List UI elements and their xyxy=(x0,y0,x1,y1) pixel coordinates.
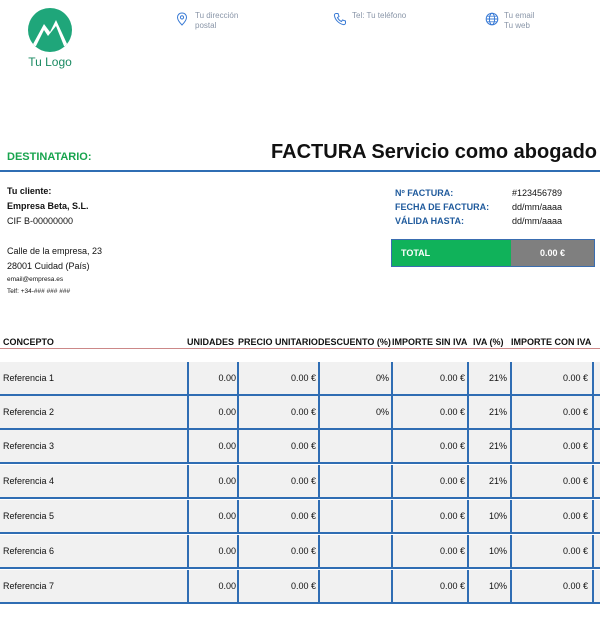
client-phone: Telf: +34-### ### ### xyxy=(7,288,71,295)
cell-unidades: 0.00 xyxy=(218,546,236,556)
cell-descuento xyxy=(320,535,389,567)
header-divider xyxy=(0,170,600,172)
header-importe-con-iva: IMPORTE CON IVA xyxy=(511,337,592,347)
invoice-date: dd/mm/aaaa xyxy=(512,202,563,212)
cell-importe-con-iva: 0.00 € xyxy=(562,581,588,591)
cell-importe-sin-iva: 0.00 € xyxy=(439,407,465,417)
invoice-number-label: Nº FACTURA: xyxy=(395,188,454,198)
cell-importe-sin-iva: 0.00 € xyxy=(439,441,465,451)
mountain-logo-icon xyxy=(28,8,72,52)
table-row xyxy=(0,396,600,430)
total-label: TOTAL xyxy=(392,240,511,266)
total-value: 0.00 € xyxy=(511,240,594,266)
header-unidades: UNIDADES xyxy=(187,337,235,347)
cell-descuento xyxy=(320,570,389,602)
cell-iva: 10% xyxy=(488,581,507,591)
cell-concepto: Referencia 5 xyxy=(3,511,55,521)
cell-iva: 10% xyxy=(488,511,507,521)
table-row xyxy=(0,500,600,534)
invoice-number: #123456789 xyxy=(512,188,563,198)
table-header-divider xyxy=(0,348,600,349)
contact-address xyxy=(176,10,276,34)
email-text: Tu email xyxy=(504,11,535,20)
cell-unidades: 0.00 xyxy=(218,441,236,451)
invoice-title: FACTURA Servicio como abogado xyxy=(271,141,597,163)
client-label: Tu cliente: xyxy=(7,186,52,196)
cell-importe-con-iva: 0.00 € xyxy=(562,546,588,556)
cell-unidades: 0.00 xyxy=(218,511,236,521)
cell-importe-con-iva: 0.00 € xyxy=(562,511,588,521)
cell-importe-con-iva: 0.00 € xyxy=(562,373,588,383)
cell-concepto: Referencia 6 xyxy=(3,546,55,556)
contact-web xyxy=(485,10,575,34)
address-line-1: Tu dirección xyxy=(195,11,239,20)
cell-descuento xyxy=(320,465,389,497)
table-row xyxy=(0,535,600,569)
header-descuento: DESCUENTO (%) xyxy=(318,337,391,347)
cell-precio: 0.00 € xyxy=(290,373,316,383)
client-street: Calle de la empresa, 23 xyxy=(7,246,103,256)
cell-precio: 0.00 € xyxy=(290,476,316,486)
logo-text: Tu Logo xyxy=(28,55,72,69)
header-concepto: CONCEPTO xyxy=(3,337,54,347)
cell-importe-sin-iva: 0.00 € xyxy=(439,546,465,556)
header-importe-sin-iva: IMPORTE SIN IVA xyxy=(392,337,468,347)
phone-text: Tel: Tu teléfono xyxy=(352,11,407,20)
cell-unidades: 0.00 xyxy=(218,581,236,591)
cell-iva: 21% xyxy=(488,476,507,486)
company-logo xyxy=(22,8,78,72)
invoice-valid-label: VÁLIDA HASTA: xyxy=(395,216,464,226)
cell-descuento: 0% xyxy=(375,373,389,383)
table-row xyxy=(0,430,600,464)
cell-concepto: Referencia 1 xyxy=(3,373,55,383)
phone-icon xyxy=(333,12,347,26)
globe-icon xyxy=(485,12,499,26)
cell-precio: 0.00 € xyxy=(290,441,316,451)
contact-phone xyxy=(333,10,443,34)
cell-iva: 21% xyxy=(488,441,507,451)
invoice-meta-labels xyxy=(395,186,489,228)
cell-importe-con-iva: 0.00 € xyxy=(562,407,588,417)
cell-precio: 0.00 € xyxy=(290,581,316,591)
recipient-heading: DESTINATARIO: xyxy=(7,151,92,163)
invoice-meta-values xyxy=(512,186,562,228)
cell-unidades: 0.00 xyxy=(218,476,236,486)
client-cif: CIF B-00000000 xyxy=(7,216,74,226)
client-city: 28001 Cuidad (País) xyxy=(7,261,90,271)
cell-importe-sin-iva: 0.00 € xyxy=(439,581,465,591)
client-block xyxy=(7,184,102,298)
cell-concepto: Referencia 4 xyxy=(3,476,55,486)
cell-unidades: 0.00 xyxy=(218,407,236,417)
cell-precio: 0.00 € xyxy=(290,407,316,417)
cell-iva: 21% xyxy=(488,407,507,417)
cell-iva: 10% xyxy=(488,546,507,556)
web-text: Tu web xyxy=(504,21,530,30)
cell-concepto: Referencia 7 xyxy=(3,581,55,591)
table-row xyxy=(0,570,600,604)
cell-iva: 21% xyxy=(488,373,507,383)
location-pin-icon xyxy=(176,12,190,26)
cell-concepto: Referencia 3 xyxy=(3,441,55,451)
cell-importe-con-iva: 0.00 € xyxy=(562,441,588,451)
header-precio-unitario: PRECIO UNITARIO xyxy=(238,337,318,347)
cell-concepto: Referencia 2 xyxy=(3,407,55,417)
table-row xyxy=(0,465,600,499)
cell-descuento xyxy=(320,430,389,462)
cell-importe-sin-iva: 0.00 € xyxy=(439,373,465,383)
cell-descuento xyxy=(320,500,389,532)
cell-importe-sin-iva: 0.00 € xyxy=(439,476,465,486)
address-line-2: postal xyxy=(195,21,217,30)
cell-precio: 0.00 € xyxy=(290,511,316,521)
client-email: email@empresa.es xyxy=(7,276,64,283)
invoice-date-label: FECHA DE FACTURA: xyxy=(395,202,490,212)
total-box xyxy=(391,239,595,267)
client-name: Empresa Beta, S.L. xyxy=(7,201,89,211)
cell-descuento: 0% xyxy=(375,407,389,417)
cell-unidades: 0.00 xyxy=(218,373,236,383)
header-iva: IVA (%) xyxy=(473,337,504,347)
table-row xyxy=(0,362,600,396)
cell-importe-con-iva: 0.00 € xyxy=(562,476,588,486)
cell-importe-sin-iva: 0.00 € xyxy=(439,511,465,521)
cell-precio: 0.00 € xyxy=(290,546,316,556)
invoice-valid: dd/mm/aaaa xyxy=(512,216,563,226)
